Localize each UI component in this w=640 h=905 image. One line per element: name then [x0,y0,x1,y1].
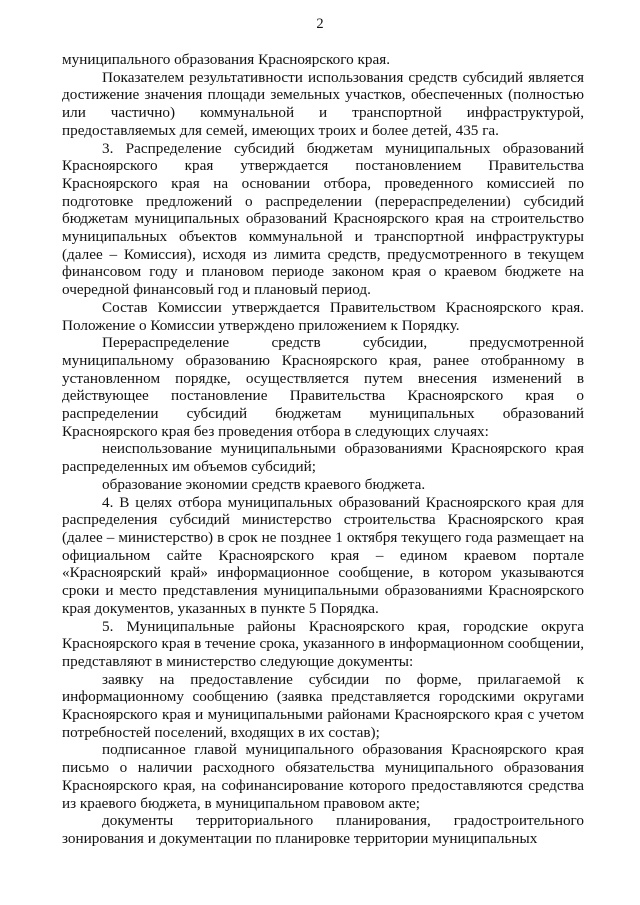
paragraph-case-nonuse: неиспользование муниципальными образованиями Красноярского края распределенных им объемов субсидий; [62,440,584,476]
paragraph-performance-indicator: Показателем результативности использования средств субсидий является достижение значения площади земельных участков, обеспеченных (полностью или частично) коммунальной и транспортной инфраструктурой, предоставляемых для семей, имеющих троих и более детей, 435 га. [62,68,584,139]
paragraph-planning-docs: документы территориального планирования, градостроительного зонирования и документации по планировке территории муниципальных [62,812,584,847]
paragraph-commission: Состав Комиссии утверждается Правительством Красноярского края. Положение о Комиссии утверждено приложением к Порядку. [62,298,584,334]
document-body [62,51,584,848]
paragraph-item-3: 3. Распределение субсидий бюджетам муниципальных образований Красноярского края утверждается постановлением Правительства Красноярского края на основании отбора, проведенного комиссией по подготовке предложений о распределении (перераспределении) субсидий бюджетам муниципальных образований Красноярского края на строительство муниципальных объектов коммунальной и транспортной инфраструктуры (далее – Комиссия), исходя из лимита средств, предусмотренного в текущем финансовом году и плановом периоде законом края о краевом бюджете на очередной финансовый год и плановый период. [62,139,584,299]
paragraph-item-4: 4. В целях отбора муниципальных образований Красноярского края для распределения субсидий министерство строительства Красноярского края (далее – министерство) в срок не позднее 1 октября текущего года размещает на официальном сайте Красноярского края – едином краевом портале «Красноярский край» информационное сообщение, в котором указываются сроки и место представления муниципальными образованиями Красноярского края документов, указанных в пункте 5 Порядка. [62,493,584,617]
paragraph-letter: подписанное главой муниципального образования Красноярского края письмо о наличии расходного обязательства муниципального образования Красноярского края, на софинансирование которого предоставляются средства из краевого бюджета, в муниципальном правовом акте; [62,741,584,812]
paragraph-case-savings: образование экономии средств краевого бюджета. [102,475,426,493]
paragraph-continuation: муниципального образования Красноярского края. [62,51,390,68]
paragraph-item-5: 5. Муниципальные районы Красноярского края, городские округа Красноярского края в течение срока, указанного в информационном сообщении, представляют в министерство следующие документы: [62,617,584,670]
page-number: 2 [316,16,324,32]
paragraph-application: заявку на предоставление субсидии по форме, прилагаемой к информационному сообщению (заявка представляется городскими округами Красноярского края и муниципальными районами Красноярского края с учетом потребностей поселений, входящих в их состав); [62,670,584,741]
paragraph-redistribution: Перераспределение средств субсидии, предусмотренной муниципальному образованию Красноярского края, ранее отобранному в установленном порядке, осуществляется путем внесения изменений в действующее постановление Правительства Красноярского края о распределении субсидий бюджетам муниципальных образований Красноярского края без проведения отбора в следующих случаях: [62,334,584,440]
